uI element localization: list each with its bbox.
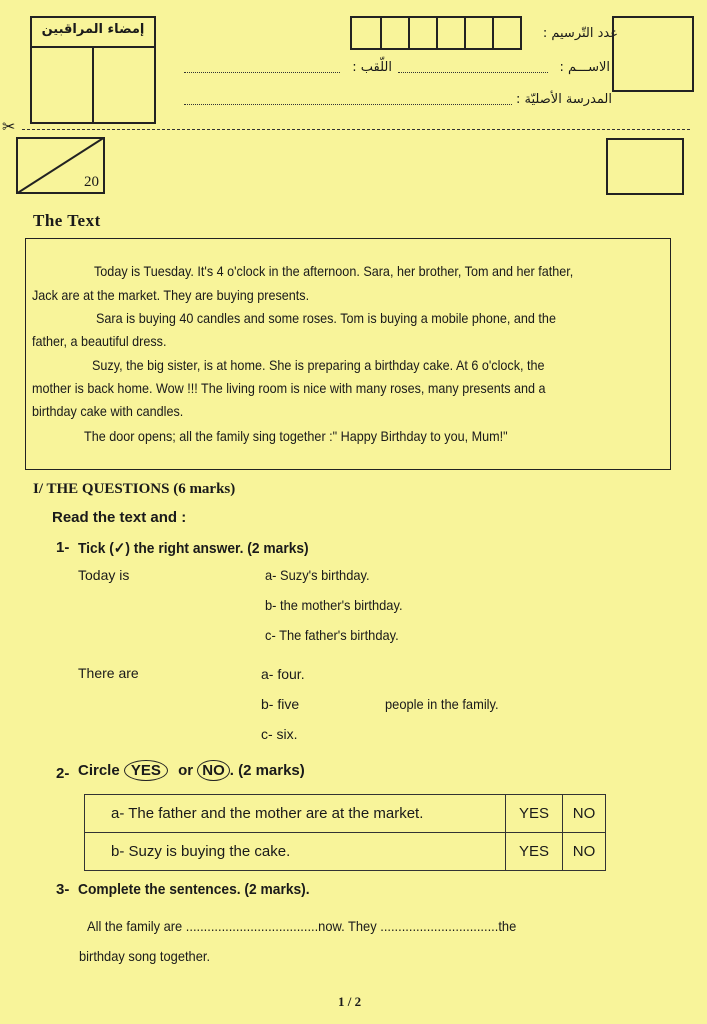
q3-sentence-line2: birthday song together.: [79, 948, 211, 964]
reg-cell-divider: [492, 18, 494, 48]
text-line: Sara is buying 40 candles and some roses. Tom is buying a mobile phone, and the: [96, 310, 556, 326]
q3-sentence-line1[interactable]: All the family are .....................................now. They .................................the: [87, 918, 517, 934]
q1-item2-option[interactable]: c- six.: [261, 726, 298, 742]
score-box: [16, 137, 105, 194]
surname-label: اللّقب :: [352, 60, 392, 75]
supervisors-label: إمضاء المراقبين: [41, 22, 145, 37]
yes-option[interactable]: YES: [506, 833, 563, 871]
q1-item2-option[interactable]: a- four.: [261, 666, 305, 682]
table-row: [85, 833, 606, 871]
text-line: father, a beautiful dress.: [32, 333, 167, 349]
name-field[interactable]: [398, 72, 548, 73]
reg-cell-divider: [464, 18, 466, 48]
registration-number-label: عدد التّرسيم :: [542, 26, 618, 41]
q2-number: 2-: [56, 765, 70, 782]
text-line: Suzy, the big sister, is at home. She is preparing a birthday cake. At 6 o'clock, the: [92, 357, 545, 373]
photo-box: [612, 16, 694, 92]
cut-line: [22, 129, 690, 130]
q1-item2-tail: people in the family.: [385, 696, 499, 712]
q2-circle-word: Circle: [78, 762, 120, 779]
statement-cell: b- Suzy is buying the cake.: [85, 833, 506, 871]
supervisors-split: [92, 46, 94, 122]
page-number: 1 / 2: [338, 994, 362, 1009]
yes-option[interactable]: YES: [506, 795, 563, 833]
surname-field[interactable]: [184, 72, 340, 73]
score-total: 20: [84, 174, 99, 190]
school-field[interactable]: [184, 104, 512, 105]
q3-number: 3-: [56, 881, 70, 898]
reg-cell-divider: [380, 18, 382, 48]
text-line: birthday cake with candles.: [32, 403, 184, 419]
school-label: المدرسة الأصليّة :: [516, 92, 612, 107]
no-option[interactable]: NO: [563, 833, 606, 871]
q1-item1-stem: Today is: [78, 567, 130, 583]
supervisors-signature-box: [30, 16, 156, 124]
q1-number: 1-: [56, 539, 70, 556]
q3-title: Complete the sentences. (2 marks).: [78, 881, 310, 898]
questions-heading: I/ THE QUESTIONS (6 marks): [33, 481, 236, 497]
q1-item1-option[interactable]: c- The father's birthday.: [265, 627, 399, 643]
mark-box: [606, 138, 684, 195]
name-label: الاســـم :: [559, 60, 610, 75]
instruction: Read the text and :: [52, 509, 187, 526]
reg-cell-divider: [408, 18, 410, 48]
q1-item1-option[interactable]: a- Suzy's birthday.: [265, 567, 370, 583]
text-heading: The Text: [33, 211, 101, 230]
q2-marks: . (2 marks): [229, 762, 305, 779]
text-line: Jack are at the market. They are buying presents.: [32, 287, 310, 303]
q1-item2-stem: There are: [78, 665, 139, 681]
q1-item1-option[interactable]: b- the mother's birthday.: [265, 597, 403, 613]
statement-cell: a- The father and the mother are at the market.: [85, 795, 506, 833]
yes-circle-example: YES: [124, 760, 168, 781]
q2-or: or: [178, 762, 194, 779]
scissors-icon: ✂: [2, 117, 16, 136]
table-row: [85, 795, 606, 833]
reg-cell-divider: [436, 18, 438, 48]
q2-title: [78, 760, 305, 781]
text-line: mother is back home. Wow !!! The living room is nice with many roses, many presents and a: [32, 380, 546, 396]
no-option[interactable]: NO: [563, 795, 606, 833]
registration-number-boxes[interactable]: [350, 16, 522, 50]
q1-item2-option[interactable]: b- five: [261, 696, 300, 712]
no-circle-example: NO: [197, 760, 230, 781]
q1-title: Tick (✓) the right answer. (2 marks): [78, 540, 309, 557]
text-line: The door opens; all the family sing together :" Happy Birthday to you, Mum!": [84, 428, 508, 444]
reading-text-box: [25, 238, 671, 470]
yes-no-table: [84, 794, 606, 871]
text-line: Today is Tuesday. It's 4 o'clock in the afternoon. Sara, her brother, Tom and her father,: [94, 263, 574, 279]
